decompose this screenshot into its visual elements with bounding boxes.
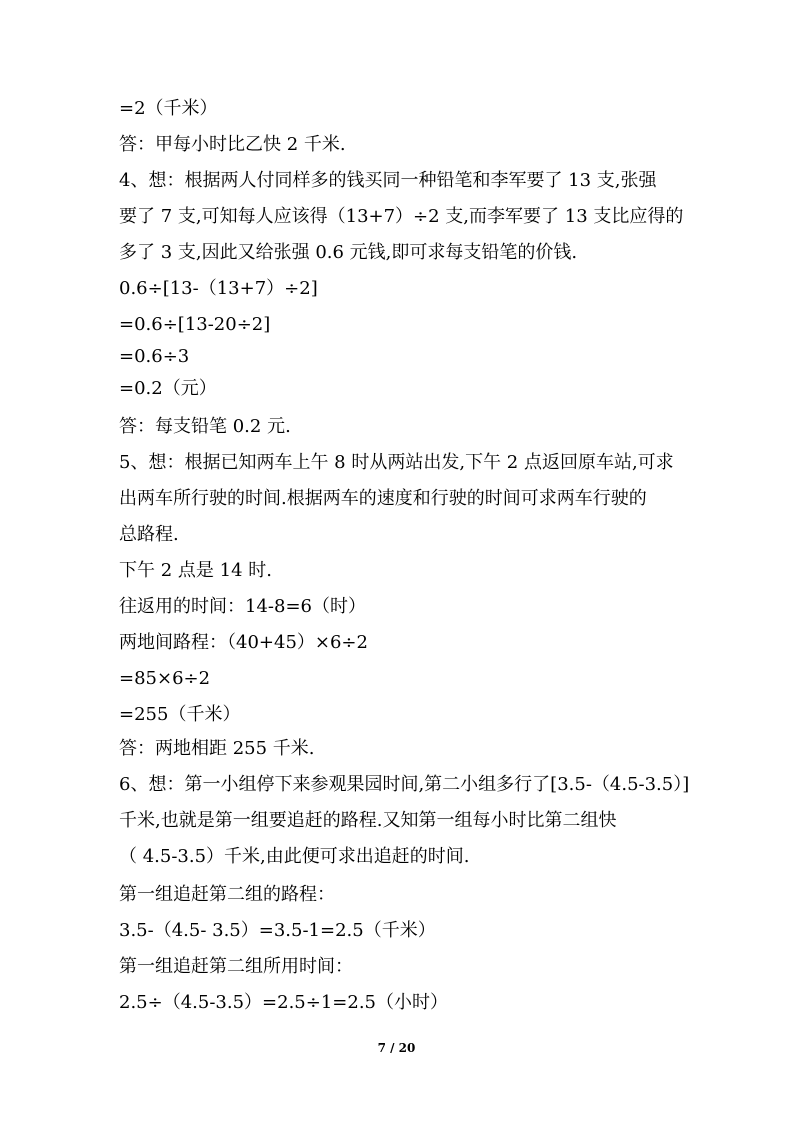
text-line-15: 往返用的时间：14-8=6（时） [119,596,366,617]
text-line-14: 下午 2 点是 14 时. [119,560,272,581]
text-line-21: 千米,也就是第一组要追赶的路程.又知第一组每小时比第二组快 [119,810,617,831]
text-line-17: =85×6÷2 [119,668,211,689]
text-line-7: =0.6÷[13-20÷2] [119,314,271,335]
text-line-8: =0.6÷3 [119,346,190,367]
text-line-18: =255（千米） [119,704,241,725]
text-line-26: 2.5÷（4.5-3.5）=2.5÷1=2.5（小时） [119,992,448,1013]
text-line-4: 要了 7 支,可知每人应该得（13+7）÷2 支,而李军要了 13 支比应得的 [119,206,684,227]
text-line-16: 两地间路程：（40+45）×6÷2 [119,632,368,653]
text-line-11: 5、想：根据已知两车上午 8 时从两站出发,下午 2 点返回原车站,可求 [119,452,674,473]
text-line-5: 多了 3 支,因此又给张强 0.6 元钱,即可求每支铅笔的价钱. [119,242,578,263]
text-line-2: 答：甲每小时比乙快 2 千米. [119,134,346,155]
text-line-25: 第一组追赶第二组所用时间： [119,956,353,977]
text-line-19: 答：两地相距 255 千米. [119,738,315,759]
page-number: 7 / 20 [377,1041,416,1055]
text-line-3: 4、想：根据两人付同样多的钱买同一种铅笔和李军要了 13 支,张强 [119,170,657,191]
text-line-9: =0.2（元） [119,378,217,399]
text-line-10: 答：每支铅笔 0.2 元. [119,416,291,437]
text-line-1: =2（千米） [119,98,218,119]
text-line-24: 3.5-（4.5- 3.5）=3.5-1=2.5（千米） [119,920,436,941]
text-line-12: 出两车所行驶的时间.根据两车的速度和行驶的时间可求两车行驶的 [119,488,647,509]
text-line-13: 总路程. [119,524,179,545]
text-line-23: 第一组追赶第二组的路程： [119,884,335,905]
text-line-6: 0.6÷[13-（13+7）÷2] [119,278,318,299]
text-line-22: （ 4.5-3.5）千米,由此便可求出追赶的时间. [119,846,470,867]
text-line-20: 6、想：第一小组停下来参观果园时间,第二小组多行了[3.5-（4.5-3.5）] [119,774,690,795]
